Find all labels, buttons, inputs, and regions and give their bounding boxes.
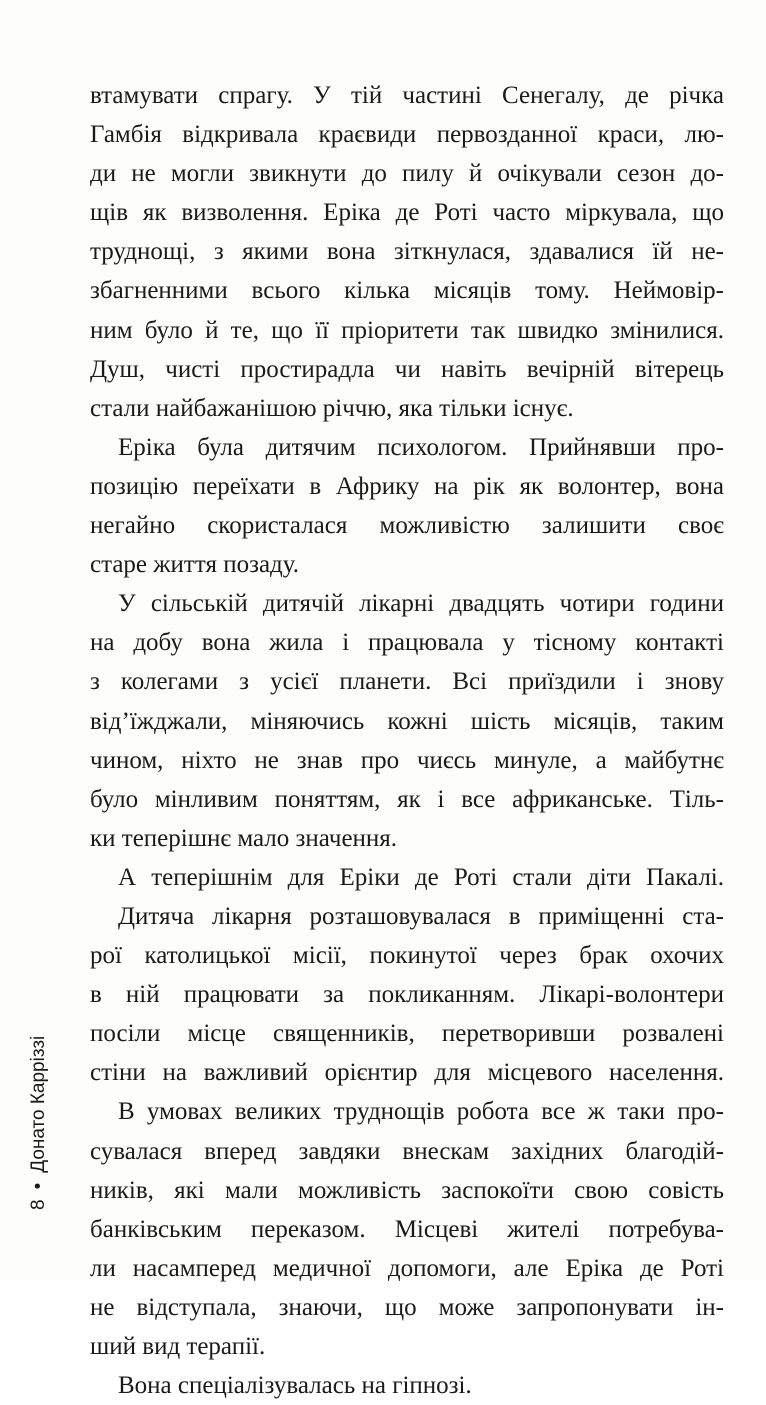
text-line: від’їжджали, міняючись кожні шість місяців, таким [90, 707, 724, 735]
text-line: ним було й те, що її пріоритети так швидко змінилися. [90, 316, 724, 344]
text-line: на добу вона жила і працювала у тісному контакті [90, 629, 724, 657]
text-line: ди не могли звикнути до пилу й очікували сезон до- [90, 160, 724, 188]
text-line: збагненними всього кілька місяців тому. Неймовір- [90, 277, 724, 305]
bullet-separator: • [28, 1182, 49, 1190]
text-line: з колегами з усієї планети. Всі приїздили і знову [90, 668, 724, 696]
text-line: Дитяча лікарня розташовувалася в приміщенні ста- [118, 902, 724, 930]
text-line: стіни на важливий орієнтир для місцевого населення. [90, 1059, 724, 1087]
text-line: ки теперішнє мало значення. [90, 824, 398, 852]
text-line: стали найбажанішою річчю, яка тільки існує. [90, 394, 574, 422]
text-line: чином, ніхто не знав про чиєсь минуле, а майбутнє [90, 746, 724, 774]
text-line: ший вид терапії. [90, 1333, 266, 1360]
text-line: У сільській дитячій лікарні двадцять чотири години [118, 590, 724, 618]
text-line: В умовах великих труднощів робота все ж таки про- [118, 1098, 724, 1126]
text-line: рої католицької місії, покинутої через брак охочих [90, 942, 724, 970]
page-number: 8 [28, 1199, 49, 1210]
text-line: ли насамперед медичної допомоги, але Еріка де Роті [90, 1254, 724, 1282]
text-line: ників, які мали можливість заспокоїти свою совість [90, 1176, 724, 1204]
text-line: щів як визволення. Еріка де Роті часто міркувала, що [90, 199, 724, 227]
text-line: А теперішнім для Еріки де Роті стали діти Пакалі. [118, 863, 724, 891]
body-text [90, 76, 724, 1405]
text-line: Вона спеціалізувалась на гіпнозі. [118, 1372, 472, 1400]
running-footer [28, 1036, 50, 1210]
text-line: посіли місце священників, перетворивши розвалені [90, 1020, 724, 1048]
text-line: негайно скористалася можливістю залишити своє [90, 512, 724, 540]
text-line: труднощі, з якими вона зіткнулася, здавалися їй не- [90, 238, 724, 266]
text-line: Душ, чисті простирадла чи навіть вечірній вітерець [90, 355, 724, 383]
text-line: в ній працювати за покликанням. Лікарі-волонтери [90, 981, 724, 1009]
text-line: банківським переказом. Місцеві жителі потребува- [90, 1215, 724, 1243]
text-line: сувалася вперед завдяки внескам західних благодій- [90, 1137, 724, 1165]
text-line: було мінливим поняттям, як і все африканське. Тіль- [90, 785, 724, 813]
text-line: Еріка була дитячим психологом. Прийнявши про- [118, 433, 724, 461]
text-line: старе життя позаду. [90, 551, 300, 579]
text-line: позицію переїхати в Африку на рік як волонтер, вона [90, 472, 724, 500]
author-name: Донато Карріззі [28, 1035, 49, 1173]
text-line: не відступала, знаючи, що може запропонувати ін- [90, 1293, 724, 1321]
text-line: Гамбія відкривала краєвиди первозданної краси, лю- [90, 121, 724, 149]
text-line: втамувати спрагу. У тій частині Сенегалу, де річка [90, 82, 724, 109]
